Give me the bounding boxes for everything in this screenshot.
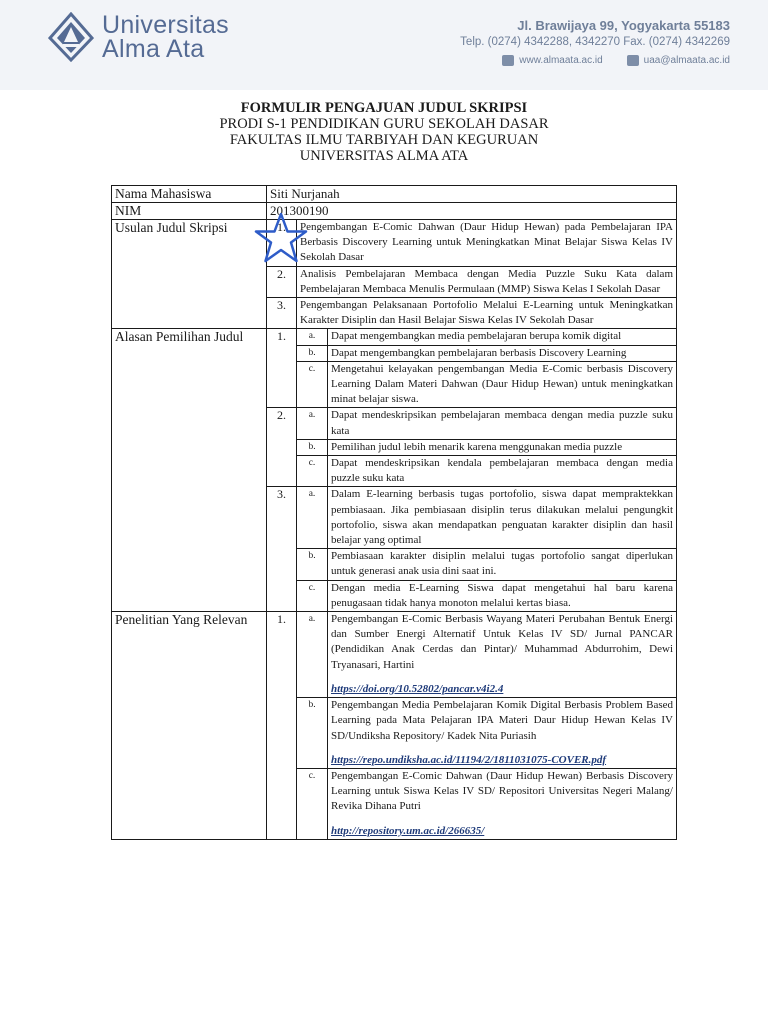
university-name: Universitas Alma Ata: [102, 11, 229, 63]
penelitian-sub: a.: [297, 612, 328, 698]
penelitian-entry: [328, 768, 677, 839]
penelitian-sub: b.: [297, 698, 328, 769]
reference-text: Pengembangan E-Comic Dahwan (Daur Hidup Hewan) Berbasis Discovery Learning untuk Siswa Kelas IV SD/ Repositori Universitas Negeri Malang/ Revika Dihana Putri: [331, 769, 673, 813]
alasan-text: Dengan media E-Learning Siswa dapat mengetahui hal baru karena penugasaan tidak hanya monoton melalui kertas biasa.: [328, 580, 677, 611]
alasan-text: Pemilihan judul lebih menarik karena menggunakan media puzzle: [328, 439, 677, 455]
alasan-sub: a.: [297, 329, 328, 345]
alasan-label: Alasan Pemilihan Judul: [112, 329, 267, 612]
program-title: PRODI S-1 PENDIDIKAN GURU SEKOLAH DASAR: [219, 116, 549, 132]
penelitian-number: 1.: [267, 612, 297, 840]
alasan-number: 1.: [267, 329, 297, 408]
web-icon: [502, 55, 514, 66]
alasan-sub: b.: [297, 439, 328, 455]
alasan-text: Mengetahui kelayakan pengembangan Media E-Comic berbasis Discovery Learning Dalam Materi Dahwan (Daur Hidup Hewan) untuk meningkatkan minat belajar siswa.: [328, 361, 677, 408]
usulan-label: Usulan Judul Skripsi: [112, 220, 267, 329]
document-title: [0, 100, 768, 164]
reference-link[interactable]: http://repository.um.ac.id/266635/: [331, 824, 485, 837]
star-outline-icon: [254, 212, 308, 264]
penelitian-sub: c.: [297, 768, 328, 839]
alasan-sub: b.: [297, 345, 328, 361]
form-title: FORMULIR PENGAJUAN JUDUL SKRIPSI: [240, 100, 528, 116]
reference-text: Pengembangan Media Pembelajaran Komik Digital Berbasis Problem Based Learning pada Mata Pelajaran IPA Materi Daur Hidup Hewan Kelas IV SD/Undiksha Repository/ Kadek Nita Puriasih: [331, 699, 673, 742]
alasan-text: Pembiasaan karakter disiplin melalui tugas portofolio sangat diperlukan untuk generasi anak usia dini saat ini.: [328, 549, 677, 580]
usulan-title: Analisis Pembelajaran Membaca dengan Media Puzzle Suku Kata dalam Pembelajaran Membaca Menulis Permulaan (MMP) Siswa Kelas I Sekolah Dasar: [297, 266, 677, 297]
alasan-text: Dapat mendeskripsikan pembelajaran membaca dengan media puzzle suku kata: [328, 408, 677, 439]
usulan-title: Pengembangan E-Comic Dahwan (Daur Hidup Hewan) pada Pembelajaran IPA Berbasis Discovery Learning untuk Meningkatkan Minat Belajar Siswa Kelas IV Sekolah Dasar: [297, 220, 677, 267]
alasan-sub: a.: [297, 487, 328, 549]
alasan-text: Dapat mendeskripsikan kendala pembelajaran membaca dengan media puzzle suku kata: [328, 456, 677, 487]
phone-fax: Telp. (0274) 4342288, 4342270 Fax. (0274) 4342269: [460, 36, 730, 48]
university-logo-icon: [48, 12, 94, 62]
alasan-sub: c.: [297, 456, 328, 487]
usulan-title: Pengembangan Pelaksanaan Portofolio Melalui E-Learning untuk Meningkatkan Karakter Disiplin dan Hasil Belajar Siswa Kelas IV Sekolah Dasar: [297, 298, 677, 329]
alasan-number: 3.: [267, 487, 297, 612]
email-link[interactable]: uaa@almaata.ac.id: [643, 55, 730, 66]
usulan-number: 3.: [267, 298, 297, 329]
penelitian-label: Penelitian Yang Relevan: [112, 612, 267, 840]
alasan-sub: c.: [297, 580, 328, 611]
alasan-sub: b.: [297, 549, 328, 580]
usulan-row: [112, 220, 677, 267]
nama-value: Siti Nurjanah: [267, 186, 677, 203]
university-title: UNIVERSITAS ALMA ATA: [299, 148, 469, 164]
penelitian-entry: [328, 612, 677, 698]
alasan-text: Dapat mengembangkan pembelajaran berbasis Discovery Learning: [328, 345, 677, 361]
nama-label: Nama Mahasiswa: [112, 186, 267, 203]
mail-icon: [627, 55, 639, 66]
reference-link[interactable]: https://repo.undiksha.ac.id/11194/2/1811031075-COVER.pdf: [331, 753, 607, 766]
alasan-number: 2.: [267, 408, 297, 487]
alasan-sub: a.: [297, 408, 328, 439]
penelitian-entry: [328, 698, 677, 769]
usulan-number: 1.: [267, 220, 297, 267]
reference-text: Pengembangan E-Comic Berbasis Wayang Materi Perubahan Bentuk Energi dan Sumber Energi Alternatif Untuk Kelas IV SD/ Jurnal PANCAR (Pendidikan Anak Cerdas dan Pintar)/ Muhammad Abdurrohim, Dewi Tryanasari, Hartini: [331, 613, 673, 671]
letterhead-contact: [460, 18, 730, 66]
row-nama: [112, 186, 677, 203]
penelitian-row: [112, 612, 677, 698]
row-nim: [112, 203, 677, 220]
alasan-row: [112, 329, 677, 345]
thesis-proposal-form: [111, 185, 677, 840]
letterhead: [0, 0, 768, 90]
alasan-text: Dalam E-learning berbasis tugas portofolio, siswa dapat mempraktekkan pembiasaan. Jika pembiasaan disiplin terus dilakukan melalui pengungkit portofolio, siswa akan mendapatkan penguatan karakter disiplin dan hasil belajar yang optimal: [328, 487, 677, 549]
usulan-number: 2.: [267, 266, 297, 297]
faculty-title: FAKULTAS ILMU TARBIYAH DAN KEGURUAN: [229, 132, 539, 148]
alasan-sub: c.: [297, 361, 328, 408]
reference-link[interactable]: https://doi.org/10.52802/pancar.v4i2.4: [331, 682, 504, 695]
alasan-text: Dapat mengembangkan media pembelajaran berupa komik digital: [328, 329, 677, 345]
address: Jl. Brawijaya 99, Yogyakarta 55183: [517, 18, 730, 33]
nim-value: 201300190: [267, 203, 677, 220]
nim-label: NIM: [112, 203, 267, 220]
website-link[interactable]: www.almaata.ac.id: [519, 55, 603, 66]
